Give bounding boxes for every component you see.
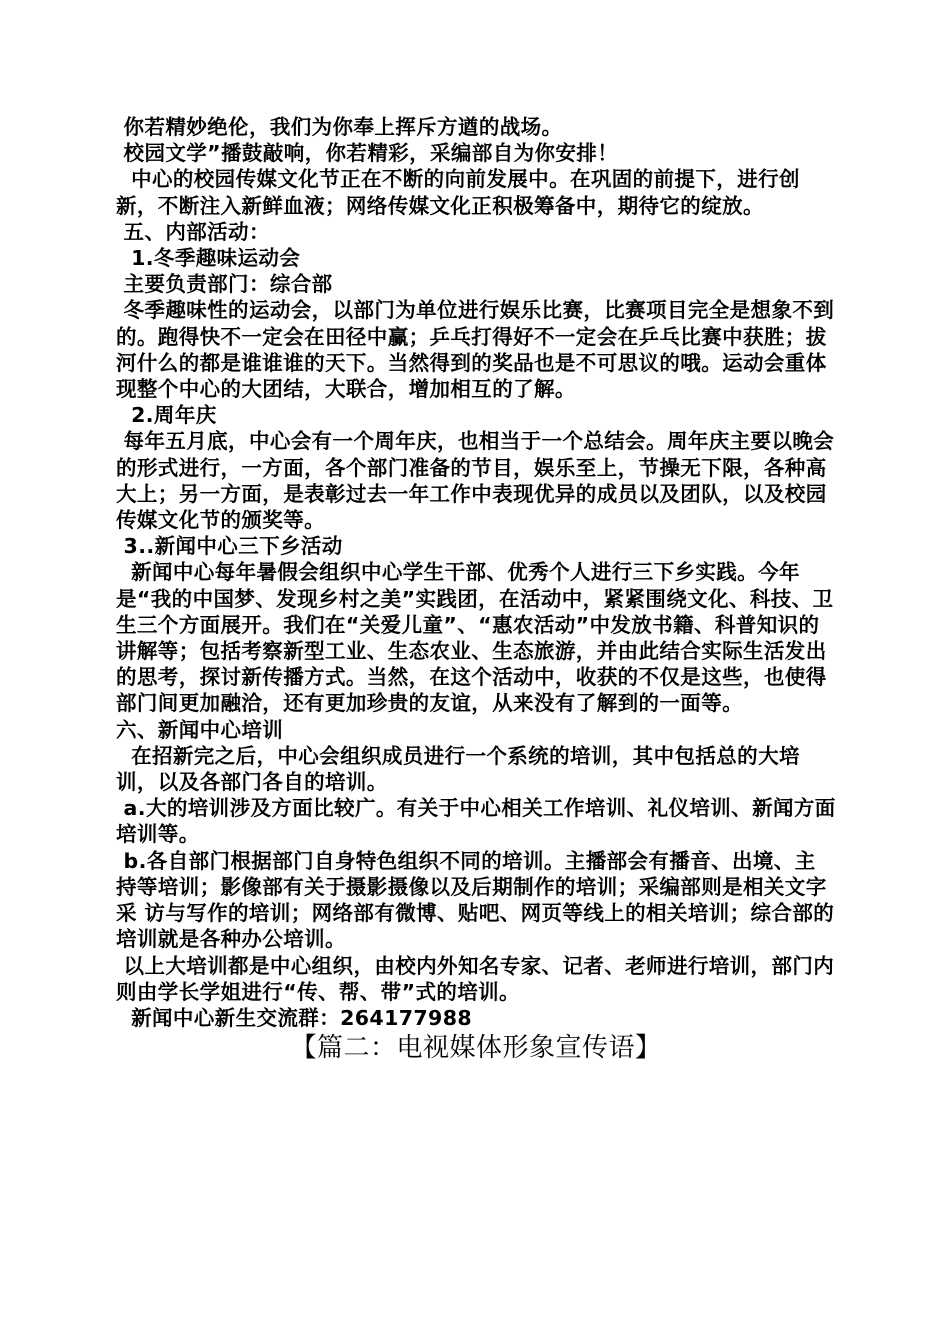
paragraph: 在招新完之后，中心会组织成员进行一个系统的培训，其中包括总的大培训，以及各部门各自的培训。 <box>116 743 800 795</box>
paragraph: 主要负责部门：综合部 <box>116 272 333 297</box>
section-heading: 【篇二：电视媒体形象宣传语】 <box>290 1033 662 1064</box>
paragraph: 冬季趣味性的运动会，以部门为单位进行娱乐比赛，比赛项目完全是想象不到的。跑得快不一定会在田径中赢；乒乓打得好不一定会在乒乓比赛中获胜；拔河什么的都是谁谁谁的天下。当然得到的奖品也是不可思议的哦。运动会重体现整个中心的大团结，大联合，增加相互的了解。 <box>116 298 835 402</box>
paragraph: 以上大培训都是中心组织，由校内外知名专家、记者、老师进行培训，部门内则由学长学姐进行“传、帮、带”式的培训。 <box>116 953 835 1004</box>
paragraph: b.各自部门根据部门自身特色组织不同的培训。主播部会有播音、出境、主持等培训；影像部有关于摄影摄像以及后期制作的培训；采编部则是相关文字采 访与写作的培训；网络部有微博、贴吧、网页等线上的相关培训；综合部的培训就是各种办公培训。 <box>116 848 835 952</box>
paragraph: 校园文学”播鼓敲响，你若精彩，采编部自为你安排！ <box>116 141 619 166</box>
paragraph: 新闻中心新生交流群：264177988 <box>116 1005 473 1030</box>
subsection-title: 2.周年庆 <box>116 403 217 428</box>
paragraph: 你若精妙绝伦，我们为你奉上挥斥方遒的战场。 <box>116 115 563 139</box>
document-page <box>116 114 836 1065</box>
section-title: 六、新闻中心培训 <box>116 717 284 742</box>
section-title: 五、内部活动： <box>116 219 270 244</box>
subsection-title: 3..新闻中心三下乡活动 <box>116 534 343 559</box>
paragraph: 中心的校园传媒文化节正在不断的向前发展中。在巩固的前提下，进行创新，不断注入新鲜血液；网络传媒文化正积极筹备中，期待它的绽放。 <box>116 167 800 218</box>
paragraph: a.大的培训涉及方面比较广。有关于中心相关工作培训、礼仪培训、新闻方面培训等。 <box>116 796 836 847</box>
paragraph: 新闻中心每年暑假会组织中心学生干部、优秀个人进行三下乡实践。今年是“我的中国梦、发现乡村之美”实践团，在活动中，紧紧围绕文化、科技、卫生三个方面展开。我们在“关爱儿童”、“惠农活动”中发放书籍、科普知识的讲解等；包括考察新型工业、生态农业、生态旅游，并由此结合实际生活发出的思考，探讨新传播方式。当然，在这个活动中，收获的不仅是这些，也使得部门间更加融洽，还有更加珍贵的友谊，从来没有了解到的一面等。 <box>116 560 834 716</box>
paragraph: 每年五月底，中心会有一个周年庆，也相当于一个总结会。周年庆主要以晚会的形式进行，一方面，各个部门准备的节目，娱乐至上，节操无下限，各种高大上；另一方面，是表彰过去一年工作中表现优异的成员以及团队，以及校园传媒文化节的颁奖等。 <box>116 429 835 533</box>
subsection-title: 1.冬季趣味运动会 <box>116 246 301 271</box>
